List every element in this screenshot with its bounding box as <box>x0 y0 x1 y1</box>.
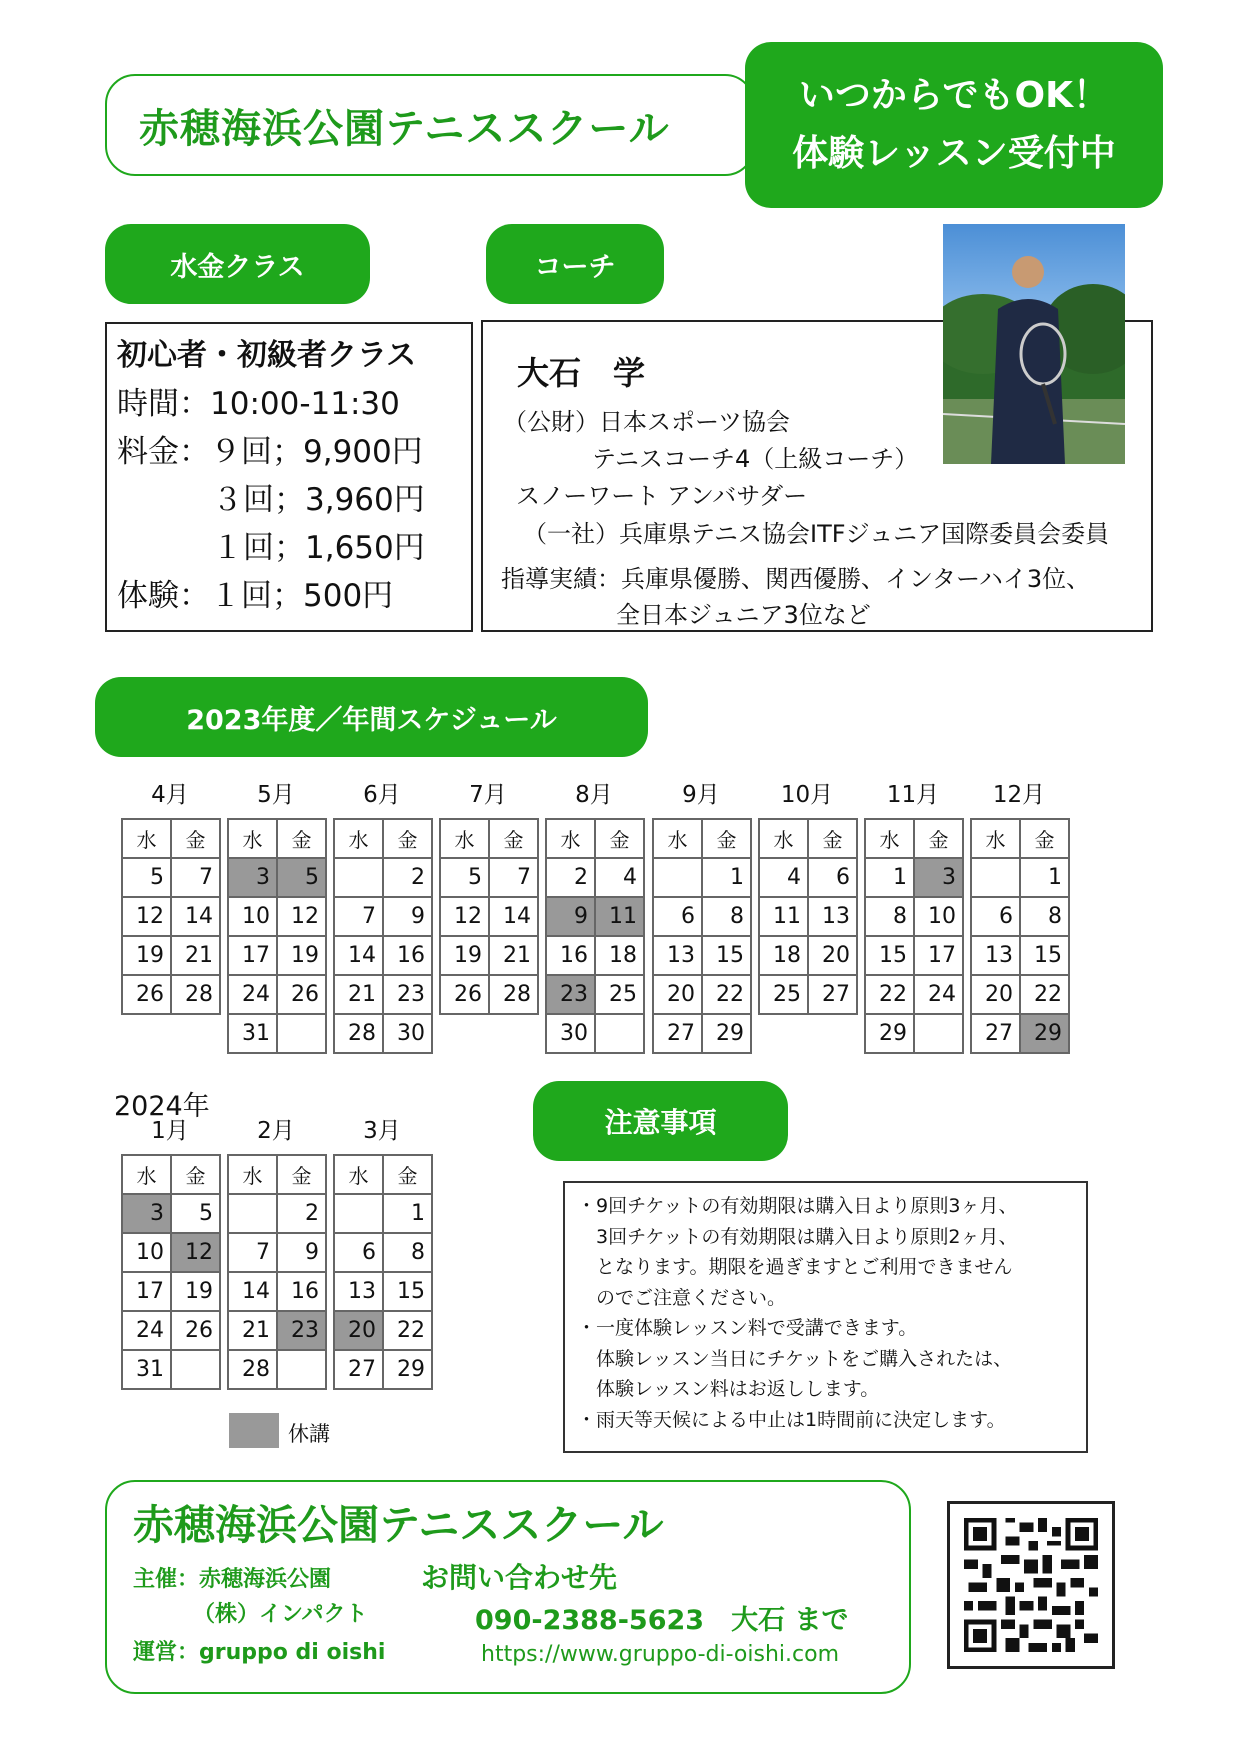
weekday-header: 水 <box>971 819 1020 858</box>
month-calendar <box>333 1154 433 1390</box>
calendar-day <box>971 858 1020 897</box>
calendar-day: 11 <box>759 897 808 936</box>
calendar-day: 5 <box>277 858 326 897</box>
fee-1: １回；1,650円 <box>212 530 425 566</box>
footer-title: 赤穂海浜公園テニススクール <box>133 1501 664 1549</box>
calendar-day: 20 <box>334 1311 383 1350</box>
qr-code-graphic <box>964 1518 1098 1652</box>
schedule-pill: 2023年度／年間スケジュール <box>95 677 648 757</box>
website-link[interactable]: https://www.gruppo-di-oishi.com <box>481 1642 839 1667</box>
coach-line-4: （一社）兵庫県テニス協会ITFジュニア国際委員会委員 <box>523 520 1110 548</box>
calendar-day: 9 <box>383 897 432 936</box>
calendar-day: 19 <box>440 936 489 975</box>
school-title-box <box>105 74 755 176</box>
calendar-day: 17 <box>122 1272 171 1311</box>
calendar-day: 22 <box>702 975 751 1014</box>
calendar-day: 19 <box>122 936 171 975</box>
coach-line-1: （公財）日本スポーツ協会 <box>503 408 791 436</box>
year-2024-label: 2024年 <box>114 1091 210 1122</box>
calendar-day: 7 <box>334 897 383 936</box>
month-calendar <box>439 818 539 1015</box>
calendar-day: 27 <box>653 1014 702 1053</box>
calendar-day: 22 <box>1020 975 1069 1014</box>
calendar-day: 14 <box>171 897 220 936</box>
fee-3: ３回；3,960円 <box>212 482 425 518</box>
weekday-header: 金 <box>1020 819 1069 858</box>
class-fee-row-2 <box>117 476 471 524</box>
month-label: 11月 <box>886 782 940 808</box>
calendar-day: 6 <box>971 897 1020 936</box>
month-calendar <box>227 1154 327 1390</box>
coach-photo <box>943 224 1125 464</box>
calendar-day: 15 <box>383 1272 432 1311</box>
calendar-day: 19 <box>171 1272 220 1311</box>
month-label: 3月 <box>363 1118 401 1144</box>
calendar-day: 4 <box>595 858 644 897</box>
weekday-header: 金 <box>914 819 963 858</box>
calendar-day: 6 <box>334 1233 383 1272</box>
calendar-day: 12 <box>440 897 489 936</box>
calendar-day: 2 <box>546 858 595 897</box>
month-calendar <box>864 818 964 1054</box>
fee-label: 料金： <box>117 434 210 470</box>
class-fee-row-3 <box>117 524 471 572</box>
calendar-day: 10 <box>122 1233 171 1272</box>
calendar-day: 5 <box>122 858 171 897</box>
calendar-day <box>914 1014 963 1053</box>
legend-swatch <box>229 1413 279 1448</box>
calendar-day: 21 <box>228 1311 277 1350</box>
calendar-day <box>334 858 383 897</box>
calendar-day <box>228 1194 277 1233</box>
legend-label: 休講 <box>288 1422 330 1446</box>
class-fee-row <box>117 428 471 476</box>
calendar-day: 8 <box>865 897 914 936</box>
weekday-header: 金 <box>808 819 857 858</box>
notes-pill: 注意事項 <box>533 1081 788 1161</box>
calendar-day: 30 <box>383 1014 432 1053</box>
coach-pill: コーチ <box>486 224 664 304</box>
calendar-day: 29 <box>702 1014 751 1053</box>
class-pill: 水金クラス <box>105 224 370 304</box>
trial-label: 体験： <box>117 578 210 614</box>
calendar-day: 13 <box>653 936 702 975</box>
month-label: 10月 <box>780 782 834 808</box>
month-calendar <box>121 1154 221 1390</box>
note-line-1: ・9回チケットの有効期限は購入日より原則3ヶ月、 <box>577 1195 1018 1217</box>
calendar-day <box>171 1350 220 1389</box>
weekday-header: 水 <box>122 1155 171 1194</box>
calendar-day: 1 <box>702 858 751 897</box>
calendar-day: 21 <box>171 936 220 975</box>
calendar-day: 26 <box>122 975 171 1014</box>
weekday-header: 金 <box>702 819 751 858</box>
calendar-day: 18 <box>759 936 808 975</box>
calendar-day: 10 <box>914 897 963 936</box>
month-label: 6月 <box>363 782 401 808</box>
calendar-day: 12 <box>171 1233 220 1272</box>
month-calendar <box>121 818 221 1015</box>
calendar-day: 7 <box>171 858 220 897</box>
contact-phone: 090-2388-5623 大石 まで <box>475 1605 849 1636</box>
footer-host-2: （株）インパクト <box>193 1602 368 1627</box>
calendar-day: 23 <box>546 975 595 1014</box>
calendar-day: 24 <box>122 1311 171 1350</box>
time-label: 時間： <box>117 386 210 422</box>
school-title: 赤穂海浜公園テニススクール <box>139 105 670 152</box>
calendar-day <box>334 1194 383 1233</box>
month-calendar <box>333 818 433 1054</box>
weekday-header: 水 <box>122 819 171 858</box>
weekday-header: 水 <box>546 819 595 858</box>
trial-line-2: 体験レッスン受付中 <box>792 133 1116 174</box>
calendar-day: 6 <box>653 897 702 936</box>
calendar-day: 21 <box>489 936 538 975</box>
month-label: 1月 <box>151 1118 189 1144</box>
calendar-day: 13 <box>808 897 857 936</box>
weekday-header: 水 <box>228 1155 277 1194</box>
month-calendar <box>227 818 327 1054</box>
calendar-day <box>653 858 702 897</box>
calendar-day: 14 <box>228 1272 277 1311</box>
weekday-header: 金 <box>171 1155 220 1194</box>
weekday-header: 水 <box>865 819 914 858</box>
weekday-header: 金 <box>383 819 432 858</box>
coach-line-6: 全日本ジュニア3位など <box>616 601 871 629</box>
calendar-day: 25 <box>595 975 644 1014</box>
month-calendar <box>758 818 858 1015</box>
calendar-day: 3 <box>122 1194 171 1233</box>
calendar-day: 28 <box>228 1350 277 1389</box>
weekday-header: 金 <box>277 1155 326 1194</box>
month-label: 2月 <box>257 1118 295 1144</box>
notes-box <box>563 1181 1088 1453</box>
calendar-day: 22 <box>383 1311 432 1350</box>
calendar-day: 5 <box>171 1194 220 1233</box>
calendar-day: 20 <box>808 936 857 975</box>
calendar-day: 21 <box>334 975 383 1014</box>
footer-host: 主催：赤穂海浜公園 <box>133 1567 332 1592</box>
calendar-day: 16 <box>546 936 595 975</box>
calendar-day: 13 <box>334 1272 383 1311</box>
calendar-day: 27 <box>971 1014 1020 1053</box>
class-trial-row <box>117 572 471 620</box>
note-line-7: 体験レッスン料はお返しします。 <box>596 1378 880 1400</box>
calendar-day: 17 <box>914 936 963 975</box>
contact-label: お問い合わせ先 <box>421 1561 618 1594</box>
calendar-day: 1 <box>1020 858 1069 897</box>
class-info-box <box>105 322 473 632</box>
trial-value: １回；500円 <box>210 578 394 614</box>
calendar-day: 15 <box>1020 936 1069 975</box>
calendar-day: 23 <box>277 1311 326 1350</box>
weekday-header: 水 <box>228 819 277 858</box>
note-line-6: 体験レッスン当日にチケットをご購入されたは、 <box>596 1347 1013 1370</box>
month-label: 9月 <box>682 782 720 808</box>
calendar-day: 10 <box>228 897 277 936</box>
calendar-day: 4 <box>759 858 808 897</box>
weekday-header: 水 <box>440 819 489 858</box>
calendar-day <box>277 1014 326 1053</box>
calendar-day: 12 <box>277 897 326 936</box>
calendar-day: 20 <box>653 975 702 1014</box>
coach-line-2: テニスコーチ4（上級コーチ） <box>592 445 919 473</box>
calendar-day: 2 <box>383 858 432 897</box>
calendar-day: 1 <box>383 1194 432 1233</box>
weekday-header: 金 <box>383 1155 432 1194</box>
weekday-header: 金 <box>171 819 220 858</box>
calendar-day: 24 <box>228 975 277 1014</box>
calendar-day: 26 <box>171 1311 220 1350</box>
calendar-day: 12 <box>122 897 171 936</box>
note-line-5: ・一度体験レッスン料で受講できます。 <box>577 1317 918 1339</box>
class-heading: 初心者・初級者クラス <box>117 338 417 373</box>
calendar-day: 16 <box>277 1272 326 1311</box>
calendar-day: 6 <box>808 858 857 897</box>
weekday-header: 金 <box>595 819 644 858</box>
calendar-day: 26 <box>440 975 489 1014</box>
calendar-day: 19 <box>277 936 326 975</box>
calendar-day: 31 <box>228 1014 277 1053</box>
qr-code[interactable] <box>947 1501 1115 1669</box>
calendar-day: 20 <box>971 975 1020 1014</box>
month-calendar <box>970 818 1070 1054</box>
calendar-day <box>277 1350 326 1389</box>
calendar-day: 8 <box>702 897 751 936</box>
calendar-day: 18 <box>595 936 644 975</box>
coach-name: 大石 学 <box>517 354 646 392</box>
calendar-day: 8 <box>383 1233 432 1272</box>
calendar-day: 28 <box>334 1014 383 1053</box>
footer-operator: 運営：gruppo di oishi <box>133 1640 386 1665</box>
calendar-day <box>595 1014 644 1053</box>
month-label: 8月 <box>575 782 613 808</box>
calendar-day: 15 <box>865 936 914 975</box>
calendar-day: 13 <box>971 936 1020 975</box>
calendar-day: 15 <box>702 936 751 975</box>
calendar-day: 16 <box>383 936 432 975</box>
calendar-day: 2 <box>277 1194 326 1233</box>
calendar-day: 7 <box>489 858 538 897</box>
calendar-day: 28 <box>489 975 538 1014</box>
weekday-header: 水 <box>334 819 383 858</box>
calendar-day: 29 <box>865 1014 914 1053</box>
month-label: 12月 <box>992 782 1046 808</box>
calendar-day: 11 <box>595 897 644 936</box>
calendar-day: 17 <box>228 936 277 975</box>
calendar-day: 23 <box>383 975 432 1014</box>
calendar-day: 1 <box>865 858 914 897</box>
trial-lesson-banner <box>745 42 1163 208</box>
month-calendar <box>652 818 752 1054</box>
calendar-day: 27 <box>808 975 857 1014</box>
calendar-day: 9 <box>277 1233 326 1272</box>
calendar-day: 5 <box>440 858 489 897</box>
calendar-day: 24 <box>914 975 963 1014</box>
note-line-2: 3回チケットの有効期限は購入日より原則2ヶ月、 <box>596 1225 1018 1248</box>
month-calendar <box>545 818 645 1054</box>
calendar-day: 28 <box>171 975 220 1014</box>
month-label: 7月 <box>469 782 507 808</box>
coach-photo-illustration <box>943 224 1125 464</box>
calendar-day: 29 <box>1020 1014 1069 1053</box>
calendar-day: 30 <box>546 1014 595 1053</box>
note-line-8: ・雨天等天候による中止は1時間前に決定します。 <box>577 1408 1006 1431</box>
weekday-header: 水 <box>759 819 808 858</box>
calendar-day: 8 <box>1020 897 1069 936</box>
time-value: 10:00-11:30 <box>210 386 400 422</box>
calendar-day: 3 <box>914 858 963 897</box>
trial-line-1: いつからでもOK！ <box>798 75 1110 116</box>
calendar-day: 3 <box>228 858 277 897</box>
weekday-header: 水 <box>334 1155 383 1194</box>
month-label: 4月 <box>151 782 189 808</box>
calendar-day: 22 <box>865 975 914 1014</box>
coach-line-5: 指導実績：兵庫県優勝、関西優勝、インターハイ3位、 <box>501 565 1091 593</box>
note-line-4: のでご注意ください。 <box>596 1286 787 1309</box>
calendar-day: 14 <box>334 936 383 975</box>
calendar-day: 26 <box>277 975 326 1014</box>
month-label: 5月 <box>257 782 295 808</box>
calendar-day: 14 <box>489 897 538 936</box>
note-line-3: となります。期限を過ぎますとご利用できません <box>596 1256 1013 1278</box>
fee-9: ９回；9,900円 <box>210 434 423 470</box>
coach-line-3: スノーワート アンバサダー <box>516 482 808 510</box>
calendar-day: 31 <box>122 1350 171 1389</box>
calendar-day: 7 <box>228 1233 277 1272</box>
calendar-day: 29 <box>383 1350 432 1389</box>
calendar-day: 9 <box>546 897 595 936</box>
calendar-day: 25 <box>759 975 808 1014</box>
class-time-row <box>117 380 471 428</box>
calendar-day: 27 <box>334 1350 383 1389</box>
weekday-header: 金 <box>277 819 326 858</box>
weekday-header: 水 <box>653 819 702 858</box>
weekday-header: 金 <box>489 819 538 858</box>
